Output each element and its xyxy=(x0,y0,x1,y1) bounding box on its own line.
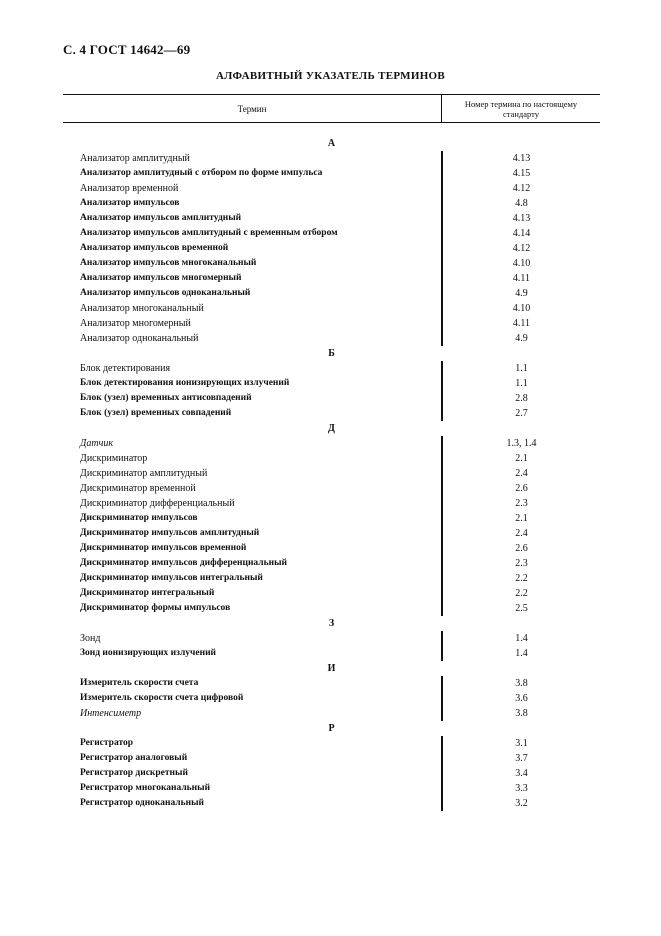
term-number: 2.6 xyxy=(441,541,600,556)
table-row xyxy=(63,151,600,166)
term-number: 3.2 xyxy=(441,796,600,811)
table-row xyxy=(63,391,600,406)
table-row xyxy=(63,361,600,376)
table-row xyxy=(63,751,600,766)
table-row xyxy=(63,766,600,781)
table-row xyxy=(63,526,600,541)
term-number: 1.3, 1.4 xyxy=(441,436,600,451)
term-text: Дискриминатор амплитудный xyxy=(80,468,208,479)
term-number: 1.4 xyxy=(441,631,600,646)
term-text: Дискриминатор дифференциальный xyxy=(80,498,235,509)
section-letter: Д xyxy=(328,423,335,434)
table-row xyxy=(63,271,600,286)
term-text: Блок детектирования ионизирующих излучений xyxy=(80,378,290,388)
table-row xyxy=(63,466,600,481)
header-term: Термин xyxy=(63,95,442,122)
header-term-number: Номер термина по настоящему стандарту xyxy=(464,98,578,119)
page-header: С. 4 ГОСТ 14642—69 xyxy=(63,42,191,57)
table-row xyxy=(63,691,600,706)
term-text: Анализатор импульсов xyxy=(80,198,180,208)
section-letter: З xyxy=(328,618,335,629)
term-number: 1.4 xyxy=(441,646,600,661)
table-row xyxy=(63,166,600,181)
table-body xyxy=(63,136,600,811)
term-number: 2.1 xyxy=(441,451,600,466)
term-text: Дискриминатор импульсов временной xyxy=(80,543,247,553)
table-row xyxy=(63,631,600,646)
section-letter: А xyxy=(327,138,336,149)
term-number: 1.1 xyxy=(441,361,600,376)
section-letter: Р xyxy=(328,723,335,734)
table-row xyxy=(63,241,600,256)
term-text: Дискриминатор импульсов дифференциальный xyxy=(80,558,287,568)
table-row xyxy=(63,256,600,271)
term-number: 2.4 xyxy=(441,526,600,541)
table-row xyxy=(63,211,600,226)
term-number: 3.1 xyxy=(441,736,600,751)
term-number: 2.6 xyxy=(441,481,600,496)
term-number: 2.1 xyxy=(441,511,600,526)
term-number: 2.5 xyxy=(441,601,600,616)
term-text: Зонд ионизирующих излучений xyxy=(80,648,217,658)
table-row xyxy=(63,496,600,511)
term-number: 2.8 xyxy=(441,391,600,406)
section-letter: Б xyxy=(328,348,335,359)
term-number: 4.8 xyxy=(441,196,600,211)
table-row xyxy=(63,286,600,301)
term-number: 2.2 xyxy=(441,586,600,601)
term-number: 4.12 xyxy=(441,241,600,256)
table-row xyxy=(63,181,600,196)
term-number: 1.1 xyxy=(441,376,600,391)
term-text: Интенсиметр xyxy=(80,708,142,719)
document-title: АЛФАВИТНЫЙ УКАЗАТЕЛЬ ТЕРМИНОВ xyxy=(215,70,446,82)
table-row xyxy=(63,796,600,811)
term-text: Анализатор импульсов временной xyxy=(80,243,229,253)
table-row xyxy=(63,376,600,391)
term-number: 4.10 xyxy=(441,256,600,271)
table-row xyxy=(63,571,600,586)
term-text: Блок (узел) временных антисовпадений xyxy=(80,393,252,403)
term-number: 3.8 xyxy=(441,676,600,691)
table-row xyxy=(63,556,600,571)
term-text: Дискриминатор временной xyxy=(80,483,196,494)
term-number: 2.7 xyxy=(441,406,600,421)
term-text: Дискриминатор интегральный xyxy=(80,588,215,598)
table-row xyxy=(63,436,600,451)
term-text: Регистратор xyxy=(80,738,134,748)
term-text: Регистратор дискретный xyxy=(80,768,188,778)
term-text: Дискриминатор формы импульсов xyxy=(80,603,231,613)
term-number: 3.4 xyxy=(441,766,600,781)
term-text: Анализатор временной xyxy=(80,183,179,194)
term-text: Дискриминатор импульсов интегральный xyxy=(80,573,263,583)
term-text: Дискриминатор xyxy=(80,453,148,464)
term-text: Измеритель скорости счета цифровой xyxy=(80,693,244,703)
term-text: Анализатор многоканальный xyxy=(80,303,204,314)
table-row xyxy=(63,301,600,316)
table-row xyxy=(63,316,600,331)
table-row xyxy=(63,226,600,241)
term-number: 2.3 xyxy=(441,556,600,571)
term-number: 3.3 xyxy=(441,781,600,796)
section-letter: И xyxy=(327,663,336,674)
table-row xyxy=(63,646,600,661)
term-index-table xyxy=(63,94,600,811)
term-text: Регистратор многоканальный xyxy=(80,783,211,793)
table-row xyxy=(63,706,600,721)
term-text: Анализатор амплитудный xyxy=(80,153,190,164)
term-number: 3.6 xyxy=(441,691,600,706)
term-number: 4.13 xyxy=(441,211,600,226)
term-number: 4.9 xyxy=(441,286,600,301)
term-text: Регистратор одноканальный xyxy=(80,798,205,808)
term-text: Блок детектирования xyxy=(80,363,171,374)
term-text: Анализатор амплитудный с отбором по форме импульса xyxy=(80,168,323,178)
table-row xyxy=(63,331,600,346)
term-text: Анализатор многомерный xyxy=(80,318,191,329)
table-header xyxy=(63,94,600,123)
term-text: Анализатор одноканальный xyxy=(80,333,199,344)
term-text: Датчик xyxy=(80,438,114,449)
table-row xyxy=(63,481,600,496)
term-number: 4.14 xyxy=(441,226,600,241)
table-row xyxy=(63,451,600,466)
term-number: 2.4 xyxy=(441,466,600,481)
table-row xyxy=(63,541,600,556)
term-text: Блок (узел) временных совпадений xyxy=(80,408,232,418)
term-text: Регистратор аналоговый xyxy=(80,753,188,763)
table-row xyxy=(63,406,600,421)
term-text: Дискриминатор импульсов амплитудный xyxy=(80,528,260,538)
table-row xyxy=(63,676,600,691)
term-number: 4.9 xyxy=(441,331,600,346)
table-row xyxy=(63,781,600,796)
term-text: Анализатор импульсов амплитудный с временным отбором xyxy=(80,228,338,238)
term-number: 3.7 xyxy=(441,751,600,766)
term-number: 4.11 xyxy=(441,316,600,331)
term-number: 4.15 xyxy=(441,166,600,181)
table-row xyxy=(63,196,600,211)
term-text: Анализатор импульсов многомерный xyxy=(80,273,242,283)
table-row xyxy=(63,736,600,751)
term-text: Измеритель скорости счета xyxy=(80,678,199,688)
term-text: Зонд xyxy=(80,633,101,644)
table-row xyxy=(63,511,600,526)
term-number: 4.10 xyxy=(441,301,600,316)
term-number: 4.12 xyxy=(441,181,600,196)
term-number: 4.13 xyxy=(441,151,600,166)
term-number: 2.2 xyxy=(441,571,600,586)
term-number: 2.3 xyxy=(441,496,600,511)
term-text: Дискриминатор импульсов xyxy=(80,513,198,523)
term-number: 4.11 xyxy=(441,271,600,286)
term-text: Анализатор импульсов одноканальный xyxy=(80,288,251,298)
table-row xyxy=(63,586,600,601)
table-row xyxy=(63,601,600,616)
term-text: Анализатор импульсов амплитудный xyxy=(80,213,242,223)
term-number: 3.8 xyxy=(441,706,600,721)
term-text: Анализатор импульсов многоканальный xyxy=(80,258,257,268)
